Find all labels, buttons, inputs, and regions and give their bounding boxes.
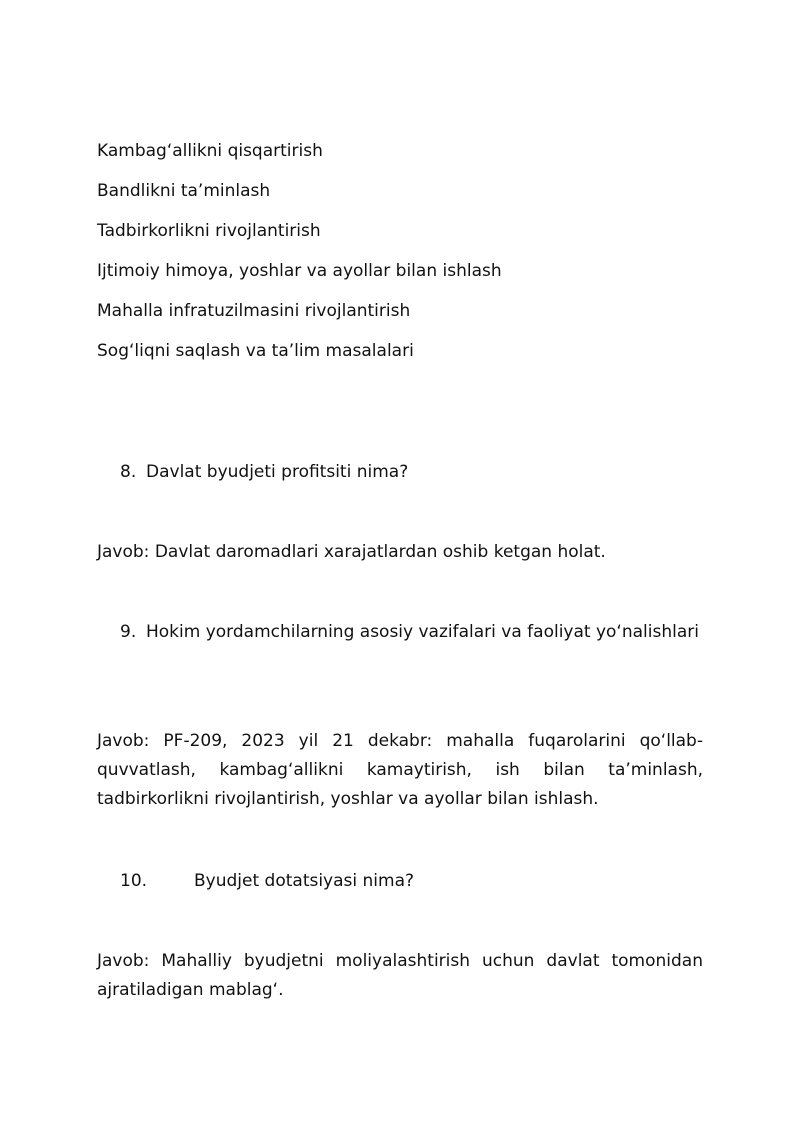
question-number: 9. [120,622,137,642]
question-text: Davlat byudjeti profitsiti nima? [146,462,409,482]
list-item: Ijtimoiy himoya, yoshlar va ayollar bilan ishlash [97,261,502,281]
answer-8: Javob: Davlat daromadlari xarajatlardan oshib ketgan holat. [97,542,606,562]
list-item: Bandlikni ta’minlash [97,181,271,201]
question-number: 10. [120,871,148,891]
question-10 [120,867,703,896]
list-item: Mahalla infratuzilmasini rivojlantirish [97,301,411,321]
answer-10: Javob: Mahalliy byudjetni moliyalashtirish uchun davlat tomonidan ajratiladigan mablag‘. [97,951,703,1000]
list-item: Tadbirkorlikni rivojlantirish [97,221,321,241]
question-text: Hokim yordamchilarning asosiy vazifalari va faoliyat yo‘nalishlari [146,622,699,642]
question-number: 8. [120,462,137,482]
answer-9: Javob: PF-209, 2023 yil 21 dekabr: mahalla fuqarolarini qo‘llab-quvvatlash, kambag‘allikni kamaytirish, ish bilan ta’minlash, tadbirkorlikni rivojlantirish, yoshlar va ayollar bilan ishlash. [97,731,703,809]
list-item: Sog‘liqni saqlash va ta’lim masalalari [97,341,414,361]
list-item: Kambag‘allikni qisqartirish [97,141,323,161]
question-text: Byudjet dotatsiyasi nima? [194,871,415,891]
question-8 [120,458,703,487]
question-9 [120,618,703,647]
